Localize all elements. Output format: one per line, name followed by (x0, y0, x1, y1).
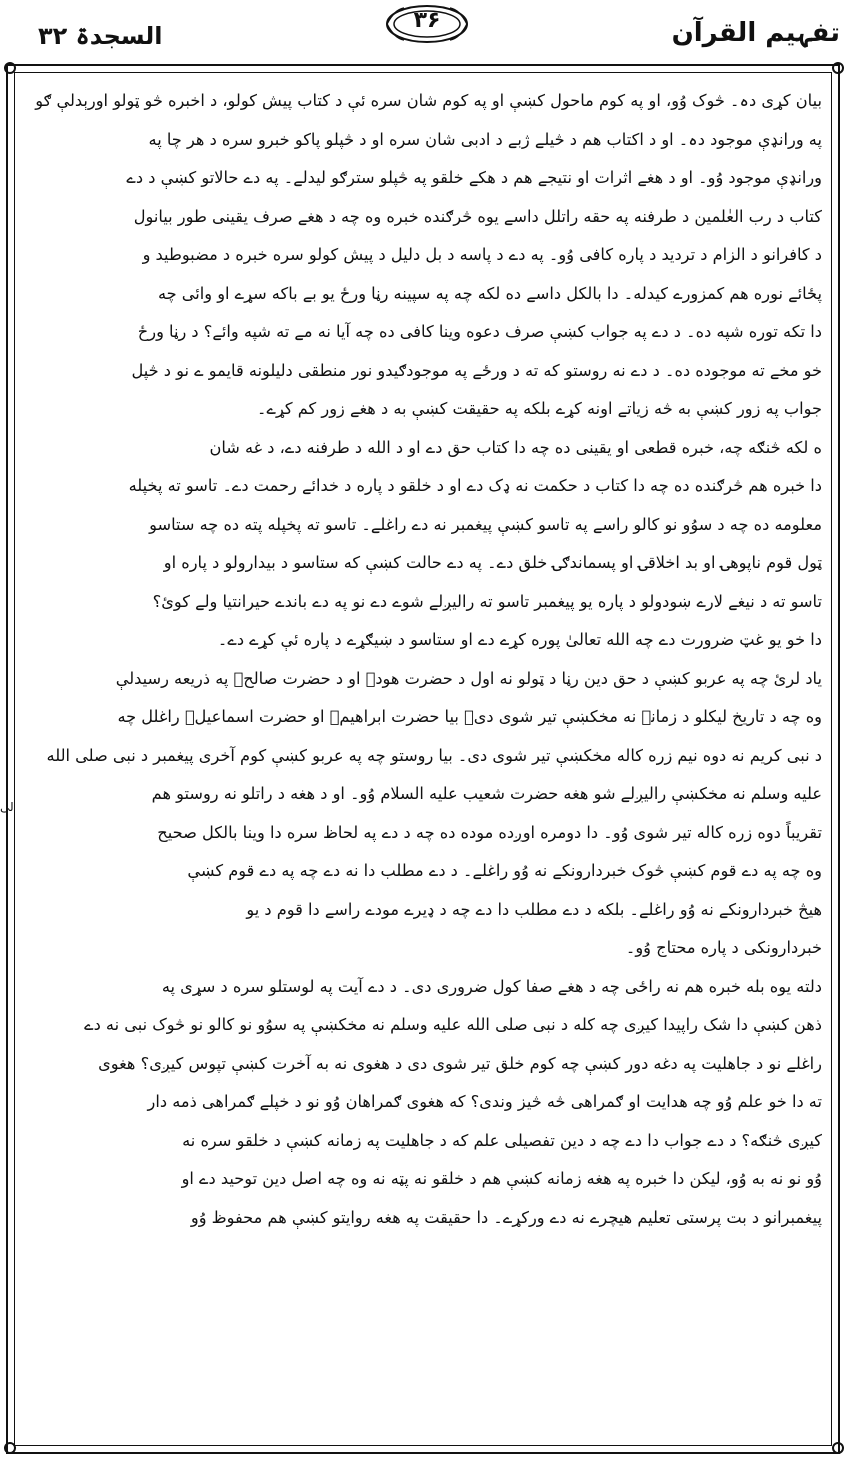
text-line: معلومه ده چه د سوُو نو کالو راسے په تاسو کښې پیغمبر نه دے راغلے۔ تاسو ته پخپله پته ده چه ستاسو (149, 514, 822, 534)
text-line: د نبی کریم نه دوه نیم زره کاله مخکښې تیر شوی دی۔ بیا روستو چه په عربو کښې کوم آخری پیغمبر د نبی صلی الله (46, 745, 822, 765)
corner-ornament-icon (830, 60, 846, 76)
body-text (24, 82, 822, 1438)
corner-ornament-icon (2, 60, 18, 76)
text-line: خبردارونکی د پاره محتاج وُو۔ (625, 938, 822, 957)
text-line: تقریباً دوه زره کاله تیر شوی وُو۔ دا دومره اوږده موده ده چه د دے په لحاظ سره دا وینا بالکل صحیح (157, 822, 822, 842)
page-header (0, 0, 848, 62)
text-line: بیان کړی دہ۔ څوک وُو، او په کوم ماحول کښې او په کوم شان سره ئې د کتاب پیش کولو، د اخبره څو ټولو اورېدلې ګو (35, 91, 822, 110)
text-line: ورانډې موجود وُو۔ او د هغے اثرات او نتیجے هم د هکے خلقو په څپلو سترګو لیدلے۔ په دے حالاتو کښې د دے (126, 168, 822, 187)
text-line: دا تکه توره شپه ده۔ د دے په جواب کښې صرف دعوه وینا کافی ده چه آیا نه مے ته شپه وائے؟ د رڼا ورځ (137, 322, 822, 341)
text-line: دا خو یو غټ ضرورت دے چه الله تعالیٰ پوره کړے دے او ستاسو د ښیګړے د پاره ئې کړے دے۔ (217, 630, 822, 649)
text-line: په ورانډې موجود دہ۔ او د اکتاب هم د څیلے ژبے د ادبی شان سره او د څپلو پاکو خبرو سره د هر چا په (148, 129, 822, 149)
text-line: وه چه د تاریخ لیکلو د زمانے نه مخکښې تیر شوی دی۔ بیا حضرت ابراهیمؑ او حضرت اسماعیلؑ راغلل چه (117, 707, 822, 726)
text-line: وه چه په دے قوم کښې څوک خبردارونکے نه وُو راغلے۔ د دے مطلب دا نه دے چه په دے قوم کښې (187, 861, 822, 880)
text-line: یاد لرئ چه په عربو کښې د حق دین رڼا د ټولو نه اول د حضرت هودؑ او د حضرت صالحؑ په ذریعه رسیدلې (115, 668, 822, 688)
text-line: ه لکه څنګه چه، خبره قطعی او یقینی ده چه دا کتاب حق دے او د الله د طرفنه دے، د غه شان (209, 437, 822, 457)
text-line: علیه وسلم نه مخکښې رالیږلے شو هغه حضرت شعیب علیه السلام وُو۔ او د هغه د راتلو نه روستو هم (151, 784, 822, 803)
corner-ornament-icon (830, 1440, 846, 1456)
text-line: جواب په زور کښې به څه زیاتے اونه کړے بلکه په حقیقت کښې به د هغے زور کم کړے۔ (257, 399, 822, 418)
text-line: پیغمبرانو د بت پرستی تعلیم هیچرے نه دے ورکړے۔ دا حقیقت په هغه روایتو کښې هم محفوظ وُو (190, 1207, 822, 1227)
text-line: خو مخے ته موجوده ده۔ د دے نه روستو که ته د ورځے په موجودګیدو نور منطقی دلیلونه قایمو ے نو د څپل (131, 360, 822, 380)
text-line: دا خبره هم څرګنده ده چه دا کتاب د حکمت نه ډک دے او د خلقو د پاره د خدائے رحمت دے۔ تاسو ته پخپله (128, 476, 822, 495)
text-line: کتاب د رب العٰلمین د طرفنه په حقه راتلل داسے یوه څرګنده خبره وه چه د هغے صرف یقینی طور بیانول (133, 206, 822, 226)
text-line: ته دا خو علم وُو چه هدایت او ګمراهی څه څیز وندی؟ که هغوی ګمراهان وُو نو د خپلے ګمراهی ذمه دار (147, 1092, 822, 1111)
margin-note: لی (0, 800, 14, 814)
corner-ornament-icon (2, 1440, 18, 1456)
text-line: دلته یوه بله خبره هم نه راځی چه د هغے صفا کول ضروری دی۔ د دے آیت په لوستلو سره د سړی په (161, 976, 822, 996)
text-line: وُو نو نه به وُو، لیکن دا خبره په هغه زمانه کښې هم د خلقو نه پټه نه وه چه اصل دین توحید دے او (181, 1169, 822, 1188)
text-line: کیږی څنګه؟ د دے جواب دا دے چه د دین تفصیلی علم که د جاهلیت په زمانه کښې د خلقو سره نه (182, 1130, 822, 1150)
surah-name: السجدۃ ۳۲ (38, 22, 163, 50)
text-line: ټول قوم ناپوهۍ او بد اخلاقۍ او پسماندګۍ خلق دے۔ په دے حالت کښې که ستاسو د بیدارولو د پاره او (163, 553, 822, 572)
text-line: پځائے نوره هم کمزورے کیدله۔ دا بالکل داسے ده لکه چه په سپینه رڼا ورځ یو بے باکه سړے او وائی چه (157, 283, 822, 303)
text-line: ذهن کښې دا شک راپیدا کیږی چه کله د نبی صلی الله علیه وسلم نه مخکښې په سوُو نو کالو نو څوک نبی نه دے (84, 1015, 822, 1034)
text-line: تاسو ته د نیغے لارے ښودولو د پاره یو پیغمبر تاسو ته رالیږلے شوے دے نو په دے باندے حیرانتیا ولے کوئ؟ (152, 591, 822, 611)
text-line: راغلے نو د جاهلیت په دغه دور کښې چه کوم خلق تیر شوی دی د هغوی نه به آخرت کښې تپوس کیږی؟ هغوی (98, 1053, 822, 1073)
text-line: هیڅ خبردارونکے نه وُو راغلے۔ بلکه د دے مطلب دا دے چه د ډیرے مودے راسے دا قوم د یو (246, 899, 822, 919)
page-number-badge (382, 2, 472, 46)
page-number: ۳۶ (413, 8, 441, 33)
book-title: تفہیم القرآن (671, 18, 840, 48)
text-line: د کافرانو د الزام د تردید د پاره کافی وُو۔ په دے د پاسه د بل دلیل د پیش کولو سره خبره د مضبوطید و (142, 245, 822, 264)
